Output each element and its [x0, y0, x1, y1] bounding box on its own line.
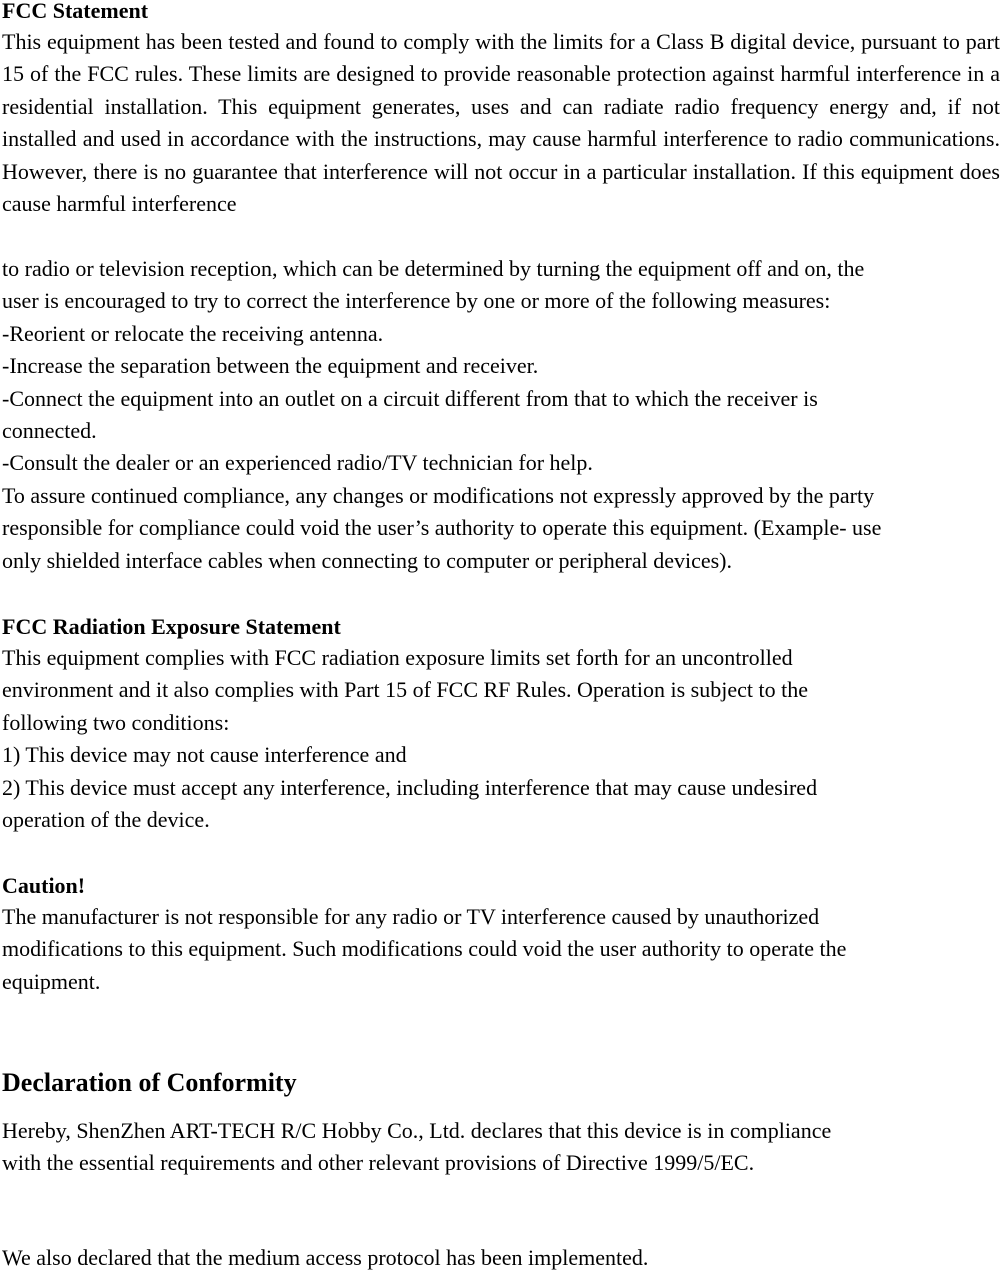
text-line: -Reorient or relocate the receiving antenna. — [2, 320, 384, 346]
text-line: with the essential requirements and other relevant provisions of Directive 1999/5/EC. — [2, 1150, 755, 1176]
text-line: This equipment complies with FCC radiation exposure limits set forth for an uncontrolled — [2, 645, 793, 670]
text-line: Hereby, ShenZhen ART-TECH R/C Hobby Co., Ltd. declares that this device is in compliance — [2, 1118, 832, 1143]
text-line: equipment. — [2, 968, 101, 994]
text-line: user is encouraged to try to correct the interference by one or more of the following measures: — [2, 288, 831, 314]
fcc-statement-intro: This equipment has been tested and found to comply with the limits for a Class B digital device, pursuant to part 15 of the FCC rules. These limits are designed to provide reasonable protection against harmful interference in a residential installation. This equipment generates, uses and can radiate radio frequency energy and, if not installed and used in accordance with the instructions, may cause harmful interference to radio communications. However, there is no guarantee that interference will not occur in a particular installation. If this equipment does cause harmful interference — [2, 29, 1000, 217]
radiation-statement-body — [2, 642, 817, 836]
text-line: -Connect the equipment into an outlet on a circuit different from that to which the receiver is — [2, 385, 818, 411]
text-line: environment and it also complies with Part 15 of FCC RF Rules. Operation is subject to the — [2, 677, 808, 703]
radiation-statement-title: FCC Radiation Exposure Statement — [2, 614, 341, 639]
text-line: 1) This device may not cause interference and — [2, 742, 407, 768]
declaration-body — [2, 1115, 831, 1180]
text-line: The manufacturer is not responsible for any radio or TV interference caused by unauthorized — [2, 904, 820, 929]
text-line: -Consult the dealer or an experienced radio/TV technician for help. — [2, 450, 593, 476]
declaration-title: Declaration of Conformity — [2, 1068, 297, 1097]
text-line: modifications to this equipment. Such modifications could void the user authority to operate the — [2, 936, 847, 962]
fcc-statement-title: FCC Statement — [2, 0, 149, 23]
text-line: operation of the device. — [2, 807, 210, 833]
text-line: 2) This device must accept any interference, including interference that may cause undesired — [2, 774, 818, 800]
text-line: to radio or television reception, which can be determined by turning the equipment off and on, the — [2, 256, 865, 281]
caution-title: Caution! — [2, 873, 86, 898]
text-line: only shielded interface cables when connecting to computer or peripheral devices). — [2, 547, 732, 573]
declaration-footer: We also declared that the medium access protocol has been implemented. — [2, 1245, 649, 1270]
caution-body — [2, 901, 846, 998]
text-line: -Increase the separation between the equipment and receiver. — [2, 353, 539, 379]
text-line: connected. — [2, 418, 97, 444]
text-line: To assure continued compliance, any changes or modifications not expressly approved by the party — [2, 482, 875, 508]
text-line: responsible for compliance could void the user’s authority to operate this equipment. (Example- use — [2, 515, 882, 541]
text-line: following two conditions: — [2, 709, 230, 735]
fcc-statement-body — [2, 253, 881, 577]
